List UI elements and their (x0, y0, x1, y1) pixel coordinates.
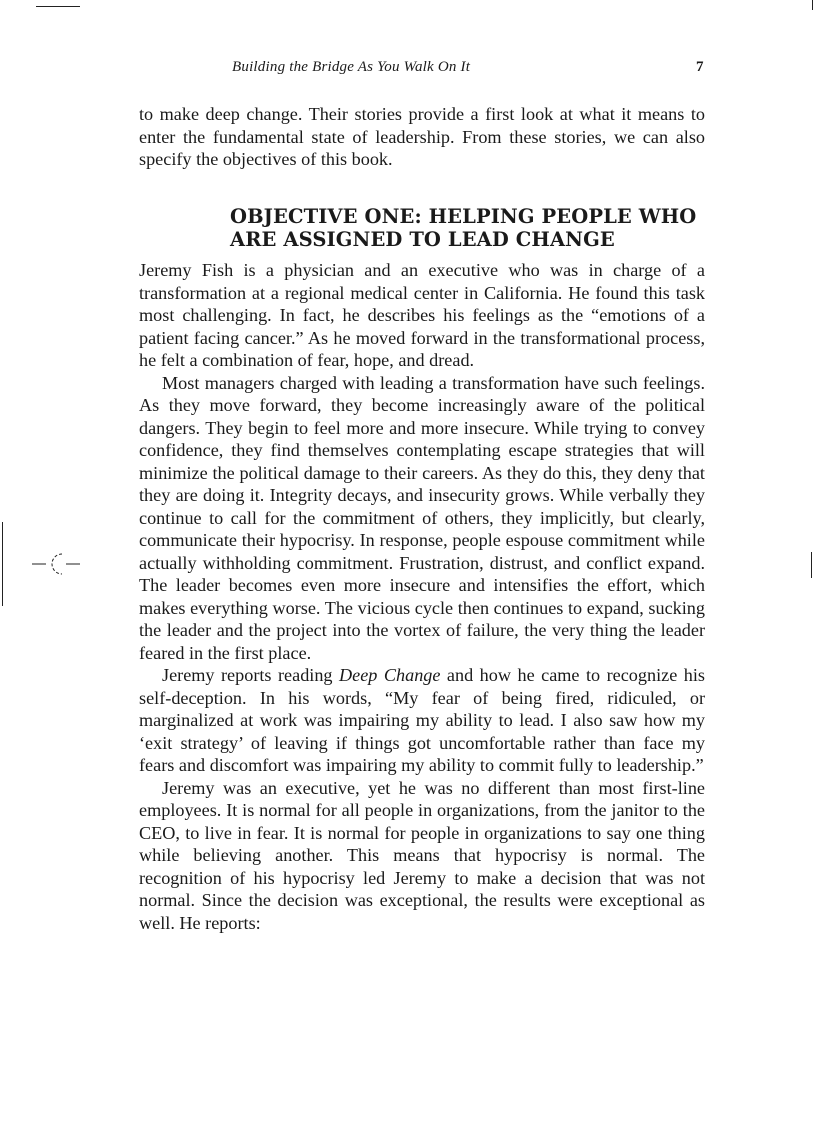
intro-block (139, 103, 705, 171)
book-title: Deep Change (339, 665, 441, 685)
paragraph-3 (139, 664, 705, 777)
running-head: Building the Bridge As You Walk On It (232, 59, 471, 75)
crop-mark-top-right (812, 0, 813, 10)
body-text (139, 259, 705, 934)
paragraph-3-after: and how he came to recognize his self-deception. In his words, “My fear of being fired, ridiculed, or marginalized at work was impairing my ability to lead. I also saw how my ‘exit strategy’ of leaving if things got uncomfortable rather than face my fears and discomfort was impairing my ability to commit fully to leadership.” (139, 665, 705, 775)
section-heading (230, 205, 710, 251)
registration-mark-icon (32, 548, 80, 580)
crop-mark-top-left (36, 6, 80, 7)
paragraph-1: Jeremy Fish is a physician and an executive who was in charge of a transformation at a regional medical center in California. He found this task most challenging. In fact, he describes his feelings as the “emotions of a patient facing cancer.” As he moved forward in the transformational process, he felt a combination of fear, hope, and dread. (139, 260, 705, 370)
paragraph-2: Most managers charged with leading a transformation have such feelings. As they move forward, they become increasingly aware of the political dangers. They begin to feel more and more insecure. While trying to convey confidence, they find themselves contemplating escape strategies that will minimize the political damage to their careers. As they do this, they deny that they are doing it. Integrity decays, and insecurity grows. While verbally they continue to call for the commitment of others, they implicitly, but clearly, communicate their hypocrisy. In response, people espouse commitment while actually withholding commitment. Frustration, distrust, and conflict expand. The leader becomes even more insecure and intensifies the effort, which makes everything worse. The vicious cycle then continues to expand, sucking the leader and the project into the vortex of failure, the very thing the leader feared in the first place. (139, 372, 705, 663)
section-heading-line-1: OBJECTIVE ONE: HELPING PEOPLE WHO (230, 205, 697, 228)
section-heading-line-2: ARE ASSIGNED TO LEAD CHANGE (230, 228, 615, 251)
intro-paragraph: to make deep change. Their stories provide a first look at what it means to enter the fundamental state of leadership. From these stories, we can also specify the objectives of this book. (139, 104, 705, 169)
trim-line-right (811, 552, 812, 578)
paragraph-4: Jeremy was an executive, yet he was no different than most first-line employees. It is normal for all people in organizations, from the janitor to the CEO, to live in fear. It is normal for people in organizations to say one thing while believing another. This means that hypocrisy is normal. The recognition of his hypocrisy led Jeremy to make a decision that was not normal. Since the decision was exceptional, the results were exceptional as well. He reports: (139, 777, 705, 933)
page-number: 7 (696, 59, 704, 75)
paragraph-3-before: Jeremy reports reading (162, 665, 340, 685)
trim-line-left (2, 522, 3, 606)
